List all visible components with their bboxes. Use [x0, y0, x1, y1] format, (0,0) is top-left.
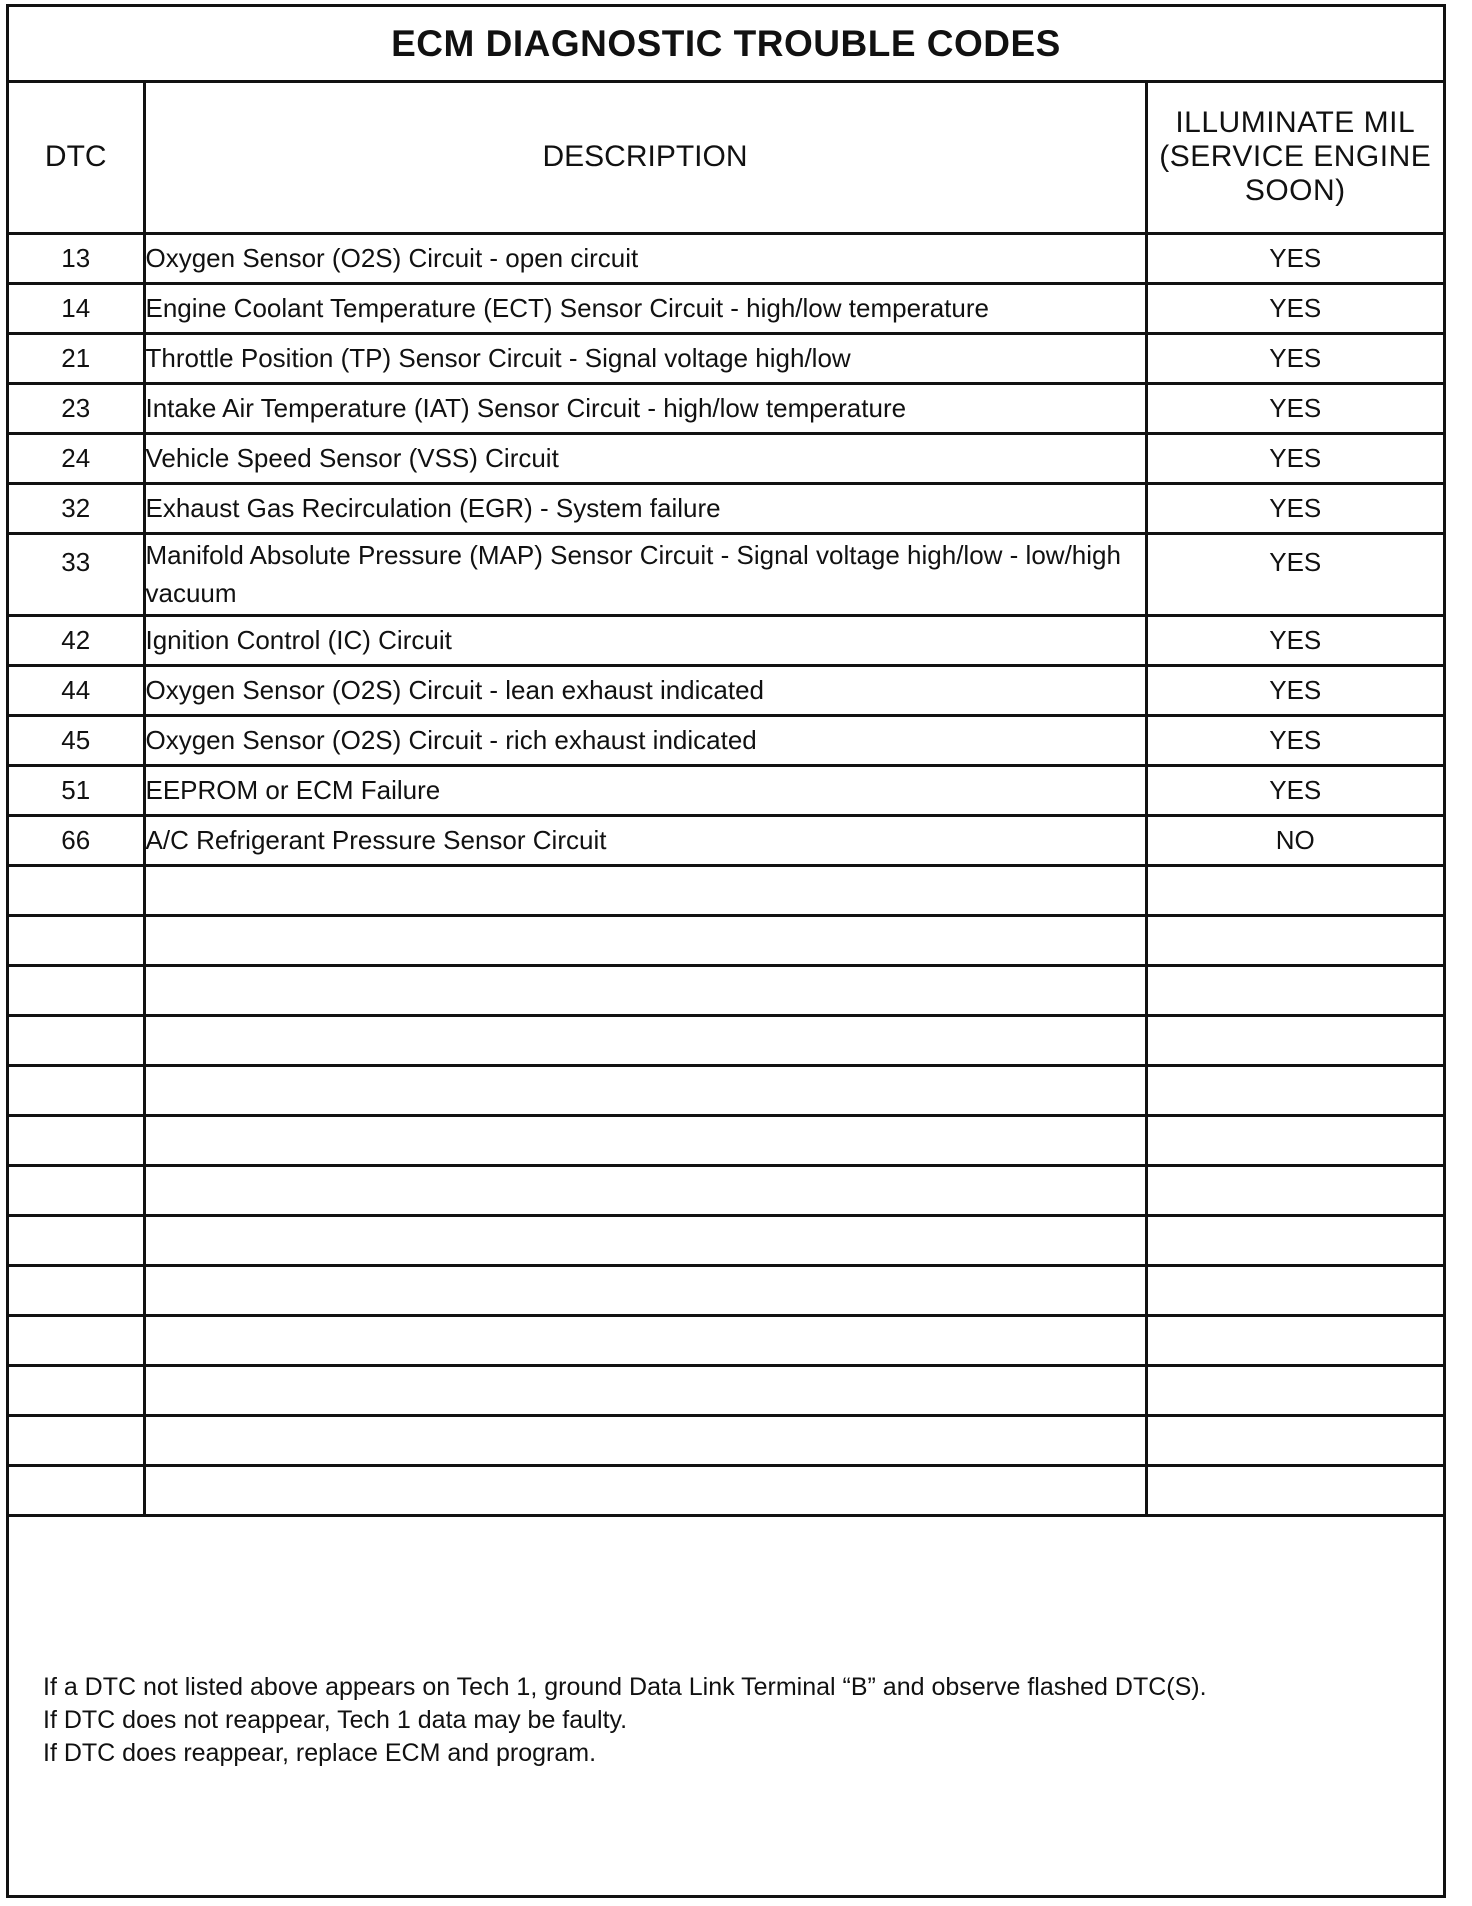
dtc-code: 44	[9, 665, 144, 715]
mil-header-line: SOON)	[1244, 174, 1346, 208]
mil-status: YES	[1146, 665, 1443, 715]
empty-row	[9, 1015, 1443, 1065]
column-header-description: DESCRIPTION	[144, 83, 1146, 233]
mil-status: YES	[1146, 333, 1443, 383]
table-row	[9, 765, 1443, 815]
dtc-code: 66	[9, 815, 144, 865]
dtc-description: Engine Coolant Temperature (ECT) Sensor Circuit - high/low temperature	[144, 283, 1146, 333]
dtc-description: EEPROM or ECM Failure	[144, 765, 1146, 815]
dtc-code: 51	[9, 765, 144, 815]
empty-row	[9, 865, 1443, 915]
footnote-line: If a DTC not listed above appears on Tech 1, ground Data Link Terminal “B” and observe flashed DTC(S).	[43, 1673, 1207, 1701]
empty-cell	[1146, 1465, 1443, 1515]
dtc-description: Oxygen Sensor (O2S) Circuit - rich exhaust indicated	[144, 715, 1146, 765]
column-header-dtc: DTC	[9, 83, 144, 233]
empty-cell	[9, 1465, 144, 1515]
empty-cell	[1146, 1115, 1443, 1165]
empty-cell	[144, 1265, 1146, 1315]
empty-cell	[1146, 1215, 1443, 1265]
dtc-description: Ignition Control (IC) Circuit	[144, 615, 1146, 665]
empty-cell	[1146, 1065, 1443, 1115]
empty-cell	[9, 915, 144, 965]
empty-row	[9, 1415, 1443, 1465]
mil-status: NO	[1146, 815, 1443, 865]
table-row	[9, 665, 1443, 715]
empty-cell	[1146, 865, 1443, 915]
table-row	[9, 283, 1443, 333]
dtc-description: Oxygen Sensor (O2S) Circuit - lean exhaust indicated	[144, 665, 1146, 715]
mil-status: YES	[1146, 533, 1443, 615]
page-title: ECM DIAGNOSTIC TROUBLE CODES	[9, 7, 1443, 83]
empty-row	[9, 1115, 1443, 1165]
dtc-sheet	[6, 4, 1446, 1898]
dtc-code: 45	[9, 715, 144, 765]
mil-status: YES	[1146, 715, 1443, 765]
dtc-description: Vehicle Speed Sensor (VSS) Circuit	[144, 433, 1146, 483]
empty-cell	[144, 915, 1146, 965]
empty-cell	[144, 1415, 1146, 1465]
table-row	[9, 483, 1443, 533]
empty-cell	[144, 1365, 1146, 1415]
footnote-line: If DTC does reappear, replace ECM and program.	[43, 1739, 597, 1767]
dtc-code: 23	[9, 383, 144, 433]
empty-cell	[144, 1065, 1146, 1115]
dtc-code: 32	[9, 483, 144, 533]
empty-cell	[9, 1315, 144, 1365]
empty-cell	[144, 1115, 1146, 1165]
empty-cell	[144, 865, 1146, 915]
empty-row	[9, 1315, 1443, 1365]
dtc-table	[9, 83, 1443, 1517]
mil-status: YES	[1146, 765, 1443, 815]
empty-cell	[144, 1015, 1146, 1065]
mil-status: YES	[1146, 283, 1443, 333]
table-row	[9, 533, 1443, 615]
empty-cell	[144, 965, 1146, 1015]
empty-cell	[144, 1315, 1146, 1365]
empty-cell	[1146, 965, 1443, 1015]
empty-cell	[1146, 1315, 1443, 1365]
dtc-code: 14	[9, 283, 144, 333]
empty-row	[9, 1265, 1443, 1315]
mil-header-line: (SERVICE ENGINE	[1159, 140, 1432, 174]
empty-cell	[1146, 915, 1443, 965]
dtc-description: Oxygen Sensor (O2S) Circuit - open circuit	[144, 233, 1146, 283]
dtc-code: 21	[9, 333, 144, 383]
empty-cell	[9, 1365, 144, 1415]
dtc-description: Intake Air Temperature (IAT) Sensor Circuit - high/low temperature	[144, 383, 1146, 433]
empty-cell	[144, 1165, 1146, 1215]
empty-cell	[1146, 1265, 1443, 1315]
empty-cell	[9, 865, 144, 915]
table-row	[9, 433, 1443, 483]
empty-row	[9, 1215, 1443, 1265]
dtc-description: Manifold Absolute Pressure (MAP) Sensor Circuit - Signal voltage high/low - low/high vacuum	[144, 533, 1146, 615]
footnote	[43, 1671, 1207, 1770]
empty-cell	[1146, 1365, 1443, 1415]
mil-status: YES	[1146, 233, 1443, 283]
empty-row	[9, 1165, 1443, 1215]
table-row	[9, 615, 1443, 665]
table-row	[9, 715, 1443, 765]
empty-cell	[9, 1115, 144, 1165]
empty-cell	[1146, 1415, 1443, 1465]
empty-cell	[9, 1015, 144, 1065]
dtc-code: 42	[9, 615, 144, 665]
empty-row	[9, 1365, 1443, 1415]
table-row	[9, 383, 1443, 433]
footnote-line: If DTC does not reappear, Tech 1 data may be faulty.	[43, 1706, 628, 1734]
dtc-description: Throttle Position (TP) Sensor Circuit - Signal voltage high/low	[144, 333, 1146, 383]
empty-row	[9, 915, 1443, 965]
empty-cell	[144, 1465, 1146, 1515]
empty-row	[9, 1065, 1443, 1115]
empty-cell	[9, 1265, 144, 1315]
empty-cell	[9, 1065, 144, 1115]
mil-status: YES	[1146, 433, 1443, 483]
mil-status: YES	[1146, 615, 1443, 665]
empty-cell	[9, 1165, 144, 1215]
dtc-code: 33	[9, 533, 144, 615]
dtc-description: A/C Refrigerant Pressure Sensor Circuit	[144, 815, 1146, 865]
dtc-description: Exhaust Gas Recirculation (EGR) - System failure	[144, 483, 1146, 533]
empty-row	[9, 1465, 1443, 1515]
column-header-mil	[1146, 83, 1443, 233]
empty-cell	[144, 1215, 1146, 1265]
empty-cell	[1146, 1165, 1443, 1215]
table-header-row	[9, 83, 1443, 233]
mil-status: YES	[1146, 383, 1443, 433]
empty-cell	[1146, 1015, 1443, 1065]
empty-row	[9, 965, 1443, 1015]
mil-status: YES	[1146, 483, 1443, 533]
table-row	[9, 233, 1443, 283]
dtc-code: 13	[9, 233, 144, 283]
empty-cell	[9, 1415, 144, 1465]
dtc-code: 24	[9, 433, 144, 483]
empty-cell	[9, 965, 144, 1015]
table-row	[9, 815, 1443, 865]
mil-header-line: ILLUMINATE MIL	[1175, 106, 1416, 140]
table-row	[9, 333, 1443, 383]
empty-cell	[9, 1215, 144, 1265]
